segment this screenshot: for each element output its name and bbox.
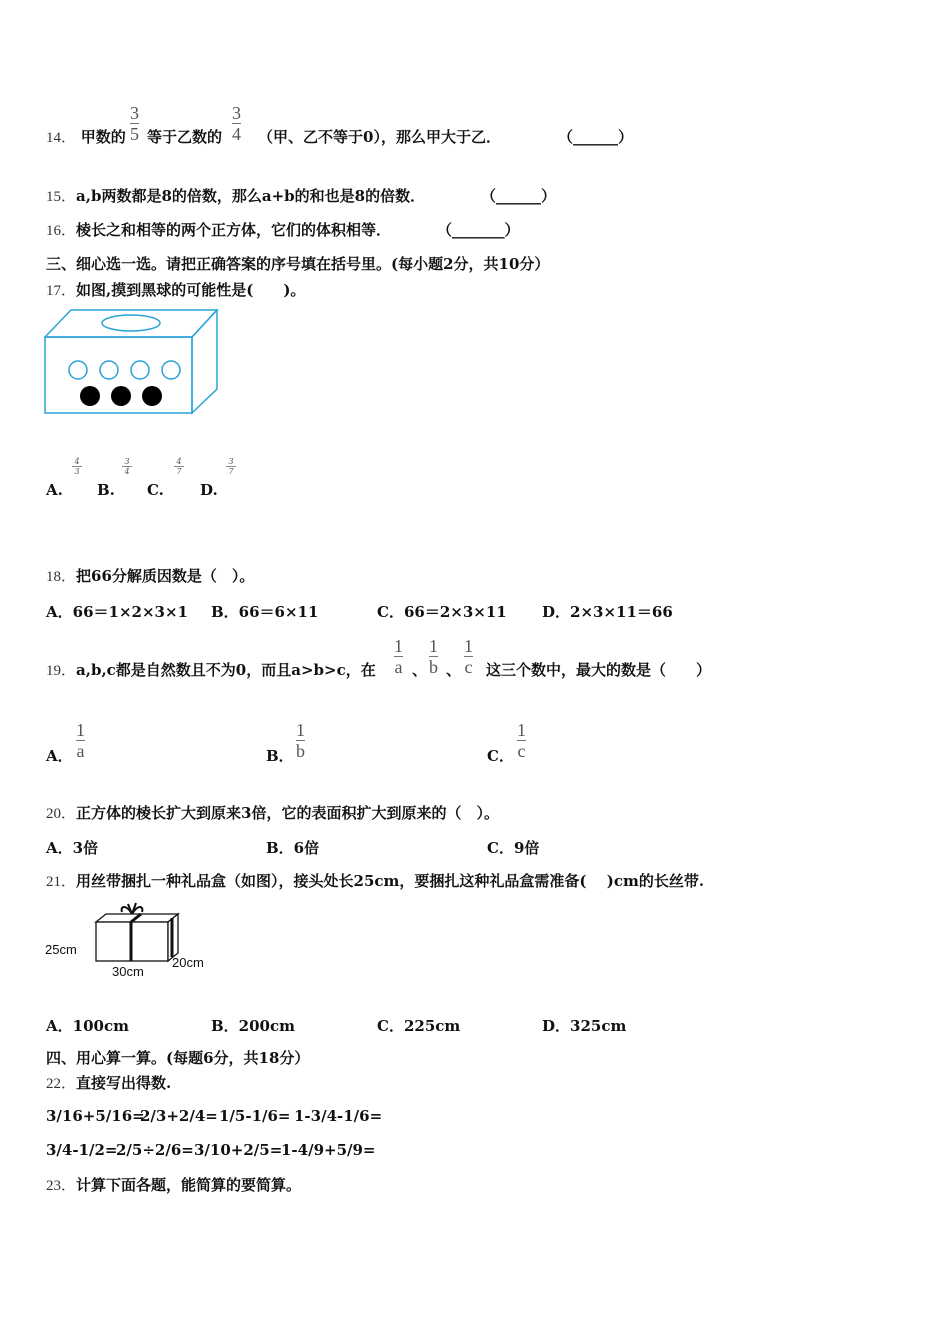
option-b[interactable]: B．200cm bbox=[211, 1017, 295, 1035]
option-a[interactable]: A．3倍 bbox=[46, 839, 99, 857]
question-number: 21． bbox=[46, 874, 77, 890]
question-21 bbox=[46, 871, 704, 892]
answer-blank[interactable]: （_______） bbox=[437, 221, 520, 239]
black-ball bbox=[80, 386, 100, 406]
question-text: 棱长之和相等的两个正方体，它们的体积相等． bbox=[76, 221, 392, 239]
option-c[interactable]: C．66＝2×3×11 bbox=[377, 603, 507, 621]
gift-box-figure bbox=[92, 902, 184, 966]
question-number: 19． bbox=[46, 663, 77, 679]
question-text: a,b,c都是自然数且不为0，而且a>b>c，在 bbox=[76, 661, 376, 679]
question-number: 20． bbox=[46, 806, 77, 822]
calc-item: 2/5÷2/6= bbox=[116, 1141, 194, 1159]
white-ball bbox=[131, 361, 149, 379]
question-number: 16． bbox=[46, 223, 77, 239]
option-a-fraction[interactable]: 4 3 bbox=[72, 457, 82, 476]
box-top bbox=[45, 310, 217, 337]
option-c-fraction[interactable]: 4 7 bbox=[174, 457, 184, 476]
option-d-fraction[interactable]: 3 7 bbox=[226, 457, 236, 476]
separator: 、 bbox=[446, 661, 462, 679]
white-ball bbox=[69, 361, 87, 379]
option-c-label[interactable]: C. bbox=[147, 481, 164, 499]
option-c[interactable]: C．225cm bbox=[377, 1017, 461, 1035]
option-c-fraction[interactable]: $\frac{1}{c}$ bbox=[517, 720, 526, 761]
question-18 bbox=[46, 566, 254, 587]
ball-box-figure bbox=[44, 309, 220, 417]
question-19 bbox=[46, 660, 376, 681]
option-b-label[interactable]: B. bbox=[97, 481, 115, 499]
length-label: 30cm bbox=[112, 964, 144, 979]
calc-item: 2/3+2/4= bbox=[140, 1107, 218, 1125]
white-ball bbox=[162, 361, 180, 379]
question-text: 这三个数中，最大的数是（ ） bbox=[486, 661, 712, 679]
calc-item: 1/5-1/6= bbox=[219, 1107, 291, 1125]
answer-blank[interactable]: （______） bbox=[481, 187, 557, 205]
option-a[interactable]: A．66＝1×2×3×1 bbox=[46, 603, 188, 621]
question-number: 22． bbox=[46, 1076, 77, 1092]
question-text: 正方体的棱长扩大到原来3倍，它的表面积扩大到原来的（ ）。 bbox=[76, 804, 499, 822]
option-b-fraction[interactable]: 3 4 bbox=[122, 457, 132, 476]
question-16 bbox=[46, 220, 391, 241]
question-14 bbox=[46, 127, 126, 148]
question-text: （甲、乙不等于0），那么甲大于乙． bbox=[258, 128, 501, 146]
width-label: 20cm bbox=[172, 955, 204, 970]
calc-item: 3/16+5/16= bbox=[46, 1107, 145, 1125]
white-ball bbox=[100, 361, 118, 379]
option-b[interactable]: B．6倍 bbox=[266, 839, 320, 857]
answer-blank[interactable]: （______） bbox=[558, 128, 634, 146]
question-text: 计算下面各题，能简算的要简算。 bbox=[76, 1176, 302, 1194]
question-number: 14． bbox=[46, 130, 77, 146]
fraction-3-5: $\frac{3}{5}$ bbox=[130, 103, 139, 144]
question-number: 15． bbox=[46, 189, 77, 205]
question-text: 如图,摸到黑球的可能性是( )。 bbox=[76, 281, 306, 299]
black-ball bbox=[142, 386, 162, 406]
black-ball bbox=[111, 386, 131, 406]
section-heading-4: 四、用心算一算。(每题6分，共18分） bbox=[46, 1049, 310, 1067]
calc-item: 3/4-1/2= bbox=[46, 1141, 118, 1159]
calc-item: 1-4/9+5/9= bbox=[281, 1141, 376, 1159]
question-15 bbox=[46, 186, 425, 207]
option-d-label[interactable]: D. bbox=[200, 481, 218, 499]
question-23 bbox=[46, 1175, 301, 1196]
fraction-1-a: $\frac{1}{a}$ bbox=[394, 636, 403, 677]
question-22 bbox=[46, 1073, 171, 1094]
box-side bbox=[192, 310, 217, 413]
option-d[interactable]: D．2×3×11＝66 bbox=[542, 603, 673, 621]
fraction-1-b: $\frac{1}{b}$ bbox=[429, 636, 438, 677]
option-c[interactable]: C．9倍 bbox=[487, 839, 540, 857]
question-17 bbox=[46, 280, 305, 301]
question-20 bbox=[46, 803, 499, 824]
calc-item: 1-3/4-1/6= bbox=[294, 1107, 383, 1125]
section-heading-3: 三、细心选一选。请把正确答案的序号填在括号里。(每小题2分，共10分） bbox=[46, 255, 550, 273]
question-number: 17． bbox=[46, 283, 77, 299]
option-a-fraction[interactable]: $\frac{1}{a}$ bbox=[76, 720, 85, 761]
question-text: 把66分解质因数是（ ）。 bbox=[76, 567, 255, 585]
option-a[interactable]: A．100cm bbox=[46, 1017, 129, 1035]
question-text: 用丝带捆扎一种礼品盒（如图），接头处长25cm，要捆扎这种礼品盒需准备( )cm的长丝带. bbox=[76, 872, 705, 890]
question-text: 直接写出得数. bbox=[76, 1074, 172, 1092]
box-opening bbox=[102, 315, 160, 331]
separator: 、 bbox=[412, 661, 428, 679]
question-text: a,b两数都是8的倍数，那么a+b的和也是8的倍数． bbox=[76, 187, 426, 205]
option-b-fraction[interactable]: $\frac{1}{b}$ bbox=[296, 720, 305, 761]
fraction-3-4: $\frac{3}{4}$ bbox=[232, 103, 241, 144]
option-b-label[interactable]: B． bbox=[266, 747, 294, 765]
calc-item: 3/10+2/5= bbox=[194, 1141, 283, 1159]
option-a-label[interactable]: A． bbox=[46, 747, 73, 765]
question-number: 23． bbox=[46, 1178, 77, 1194]
height-label: 25cm bbox=[45, 942, 77, 957]
question-number: 18． bbox=[46, 569, 77, 585]
option-d[interactable]: D．325cm bbox=[542, 1017, 627, 1035]
option-a-label[interactable]: A. bbox=[46, 481, 63, 499]
fraction-1-c: $\frac{1}{c}$ bbox=[464, 636, 473, 677]
option-b[interactable]: B．66＝6×11 bbox=[211, 603, 319, 621]
ribbon-bow bbox=[122, 903, 143, 914]
question-text: 甲数的 bbox=[80, 128, 126, 146]
question-text: 等于乙数的 bbox=[147, 128, 223, 146]
option-c-label[interactable]: C． bbox=[487, 747, 514, 765]
